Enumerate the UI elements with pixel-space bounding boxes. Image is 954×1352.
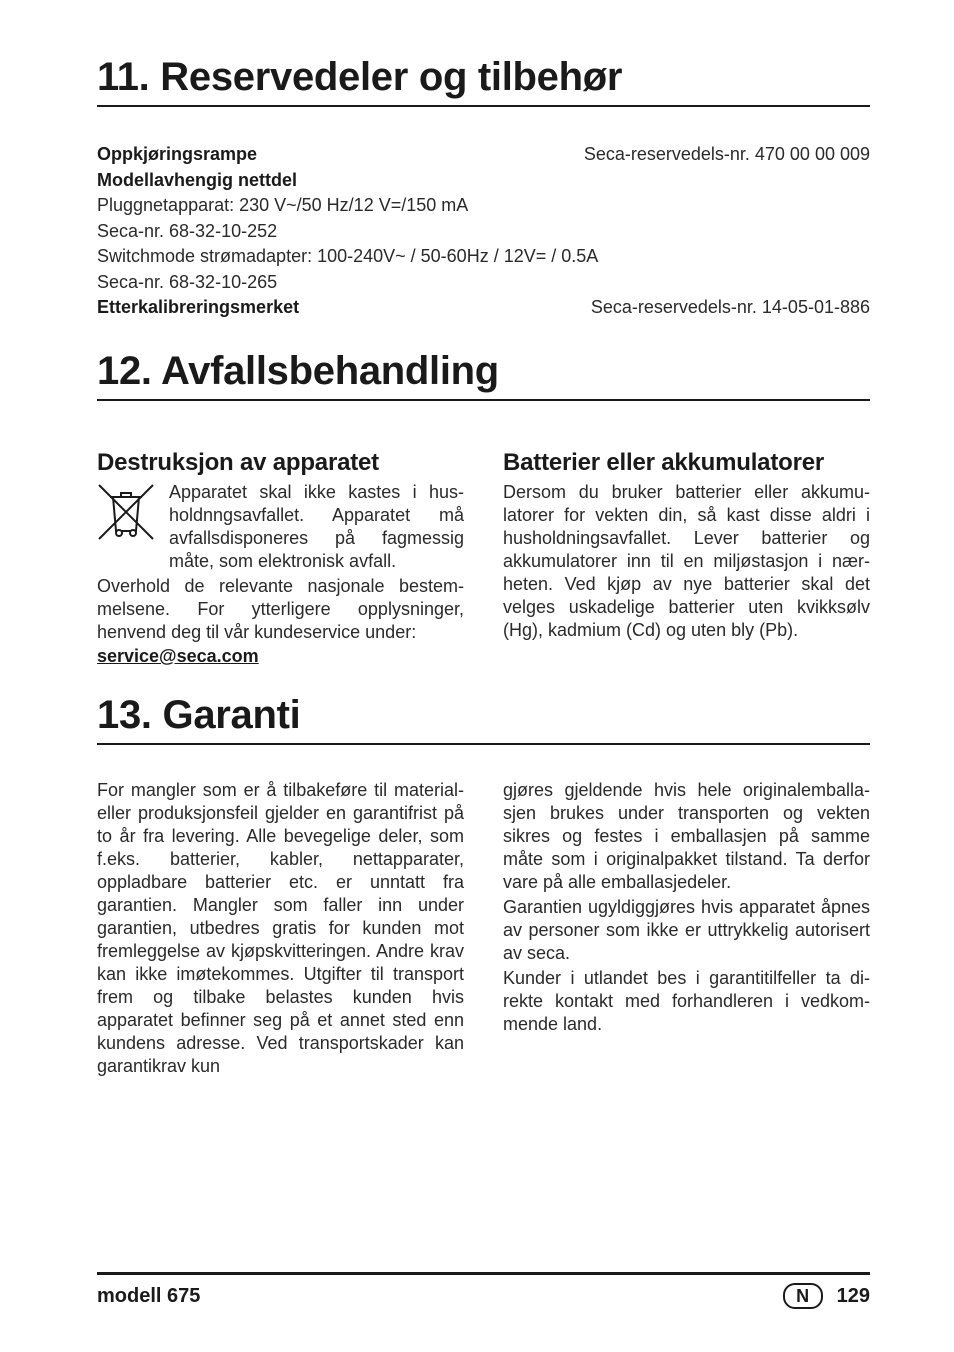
part-name-recalibration: Etterkalibreringsmerket: [97, 297, 300, 317]
warranty-text-left: For mangler som er å tilbakeføre til material- eller produksjonsfeil gjelder en garantifrist på to år fra levering. Alle bevegelige deler, som f.eks. batterier, kabler, nettapparater, oppladbare batterier etc. er unntatt fra garantien. Mangler som faller inn under garantien, utbedres gratis for kunden mot fremleggelse av kjøpskvitteringen. Andre krav kan ikke imøtekommes. Utgifter til transport frem og tilbake belastes kunden hvis apparatet befinner seg på et annet sted enn kundens adresse. Ved transportskader kan garantikrav kun: [97, 780, 464, 1076]
part-name-ramp: Oppkjøringsrampe: [97, 144, 258, 164]
warranty-text-right-3: Kunder i utlandet bes i garantitilfeller ta direkte kontakt med forhandleren i vedkommende land.: [503, 968, 870, 1034]
waste-block: [97, 481, 464, 573]
warranty-left-column: [97, 779, 464, 1078]
disposal-device-column: [97, 449, 464, 668]
battery-disposal-heading: Batterier eller akkumulatorer: [503, 449, 825, 476]
warranty-text-right-1: gjøres gjeldende hvis hele originalemballasjen brukes under transporten og vekten sikres og festes i emballasjen på samme måte som i originalpakket tilstand. Ta derfor vare på alle emballasjedeler.: [503, 780, 870, 892]
disposal-battery-column: [503, 449, 870, 642]
section-title-disposal: 12. Avfallsbehandling: [97, 349, 870, 401]
part-number-ramp: Seca-reservedels-nr. 470 00 00 009: [583, 144, 870, 164]
document-page: [97, 0, 870, 1352]
adapter2-number: Seca-nr. 68-32-10-265: [97, 271, 278, 292]
page-footer: [97, 1272, 870, 1309]
part-name-adapter: Modellavhengig nettdel: [97, 169, 298, 190]
adapter1-number: Seca-nr. 68-32-10-252: [97, 220, 278, 241]
device-disposal-heading: Destruksjon av apparatet: [97, 449, 379, 476]
adapter1-spec: Pluggnetapparat: 230 V~/50 Hz/12 V=/150 mA: [97, 195, 469, 215]
crossed-out-wheelie-bin-icon: [97, 483, 155, 541]
battery-disposal-text: Dersom du bruker batterier eller akkumulatorer for vekten din, så kast disse aldri i husholdningsavfallet. Lever batterier og akkumulatorer inn til en miljøstasjon i nærheten. Ved kjøp av nye batterier skal det velges uskadelige batterier uten kvikksølv (Hg), kadmium (Cd) og uten bly (Pb).: [503, 482, 870, 640]
regulations-text: Overhold de relevante nasjonale bestemmelsene. For ytterligere opplysninger, henvend deg til vår kundeservice under:: [97, 576, 464, 642]
language-badge: N: [783, 1283, 823, 1309]
footer-right: [783, 1283, 870, 1309]
parts-row-recalibration: [97, 295, 870, 321]
service-email-link[interactable]: service@seca.com: [97, 646, 259, 666]
warranty-text-right-2: Garantien ugyldiggjøres hvis apparatet åpnes av personer som ikke er uttrykkelig autorisert av seca.: [503, 897, 870, 963]
spare-parts-list: [97, 142, 870, 321]
part-number-recalibration: Seca-reservedels-nr. 14-05-01-886: [590, 297, 870, 317]
adapter2-spec: Switchmode strømadapter: 100-240V~ / 50-60Hz / 12V= / 0.5A: [97, 246, 599, 266]
parts-row-ramp: [97, 142, 870, 168]
device-disposal-text: Apparatet skal ikke kastes i husholdnngsavfallet. Apparatet må avfallsdisponeres på fagmessig måte, som elektronisk avfall.: [169, 482, 464, 571]
section-title-warranty: 13. Garanti: [97, 693, 870, 745]
section-title-spare-parts: 11. Reservedeler og tilbehør: [97, 55, 870, 107]
warranty-right-column: [503, 779, 870, 1036]
footer-model: modell 675: [97, 1285, 201, 1307]
page-number: 129: [836, 1285, 870, 1307]
